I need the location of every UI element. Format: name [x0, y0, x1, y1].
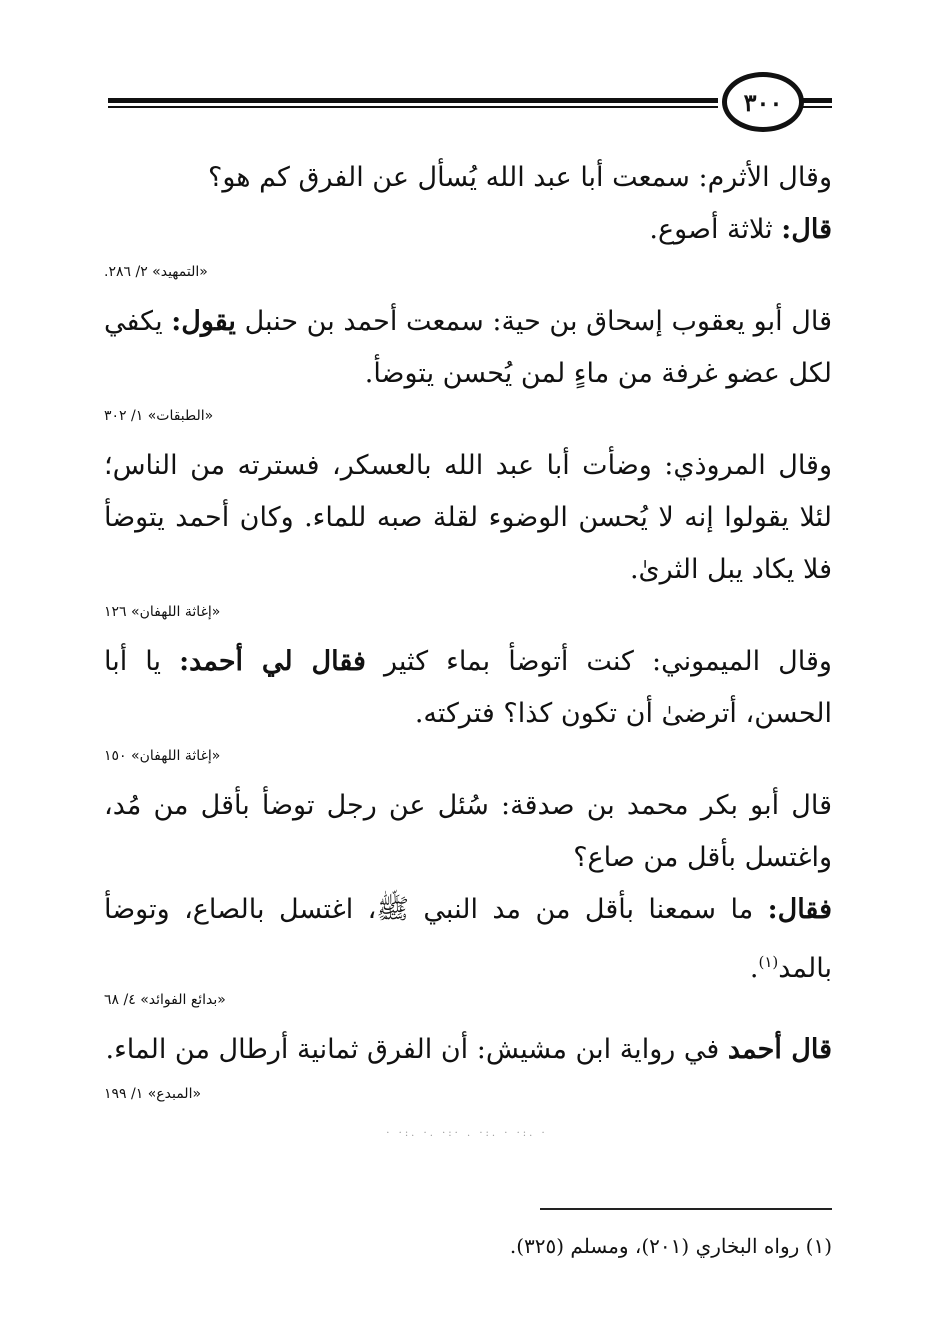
- paragraph-ahmad: [104, 1024, 832, 1076]
- answer-end: .: [749, 953, 759, 984]
- answer-text: ما سمعنا بأقل من مد النبي ﷺ، اغتسل بالصاع، وتوضأ بالمد: [104, 894, 832, 984]
- page-number-badge: [722, 72, 804, 132]
- paragraph-text-cont: يا أبا الحسن، أترضىٰ أن تكون كذا؟ فتركته.: [104, 646, 832, 729]
- paragraph-athram: [104, 152, 832, 256]
- reference-tabaqat: «الطبقات» ١/ ٣٠٢: [104, 408, 214, 424]
- footnote-separator: [540, 1208, 832, 1210]
- paragraph-text: قال أبو يعقوب إسحاق بن حية: سمعت أحمد بن حنبل: [244, 306, 832, 337]
- paragraph-marrudhi: وقال المروذي: وضأت أبا عبد الله بالعسكر، فسترته من الناس؛ لئلا يقولوا إنه لا يُحسن الوضوء لقلة صبه للماء. وكان أحمد يتوضأ فلا يكاد يبل الثرىٰ.: [104, 450, 832, 585]
- paragraph-ibn-sadaqa: [104, 780, 832, 995]
- footnote-marker[interactable]: (١): [758, 953, 779, 971]
- bold-label: قال أحمد: [727, 1034, 832, 1065]
- paragraph-text: في رواية ابن مشيش: أن الفرق ثمانية أرطال من الماء.: [105, 1034, 720, 1065]
- paragraph-maymuni: [104, 636, 832, 740]
- reference-ighatha-126: «إغاثة اللهفان» ١٢٦: [104, 604, 221, 620]
- reference-mubdi: «المبدع» ١/ ١٩٩: [104, 1086, 202, 1102]
- bold-label: فقال:: [767, 894, 832, 925]
- paragraph-text-cont: يكفي لكل عضو غرفة من ماءٍ لمن يُحسن يتوضأ.: [104, 306, 832, 389]
- paragraph-text: قال أبو بكر محمد بن صدقة: سُئل عن رجل توضأ بأقل من مُد، واغتسل بأقل من صاع؟: [104, 790, 832, 873]
- footnote: (١) رواه البخاري (٢٠١)، ومسلم (٣٢٥).: [509, 1234, 832, 1258]
- bold-label: فقال لي أحمد:: [179, 646, 366, 677]
- reference-badai: «بدائع الفوائد» ٤/ ٦٨: [104, 992, 226, 1008]
- reference-ighatha-150: «إغاثة اللهفان» ١٥٠: [104, 748, 221, 764]
- paragraph-text: وقال الميموني: كنت أتوضأ بماء كثير: [384, 646, 832, 677]
- page-number: ٣٠٠: [743, 87, 783, 117]
- reference-tamhid: «التمهيد» ٢/ ٢٨٦.: [104, 264, 208, 280]
- bold-label: يقول:: [171, 306, 236, 337]
- paragraph-text: وقال الأثرم: سمعت أبا عبد الله يُسأل عن الفرق كم هو؟: [207, 162, 832, 193]
- paragraph-ishaq: [104, 296, 832, 400]
- answer-text: ثلاثة أصوع.: [649, 214, 773, 245]
- bold-label: قال:: [781, 214, 832, 245]
- ornament-divider: · ·:. ·. ·:· . ·:. · ·:. ·: [386, 1128, 548, 1139]
